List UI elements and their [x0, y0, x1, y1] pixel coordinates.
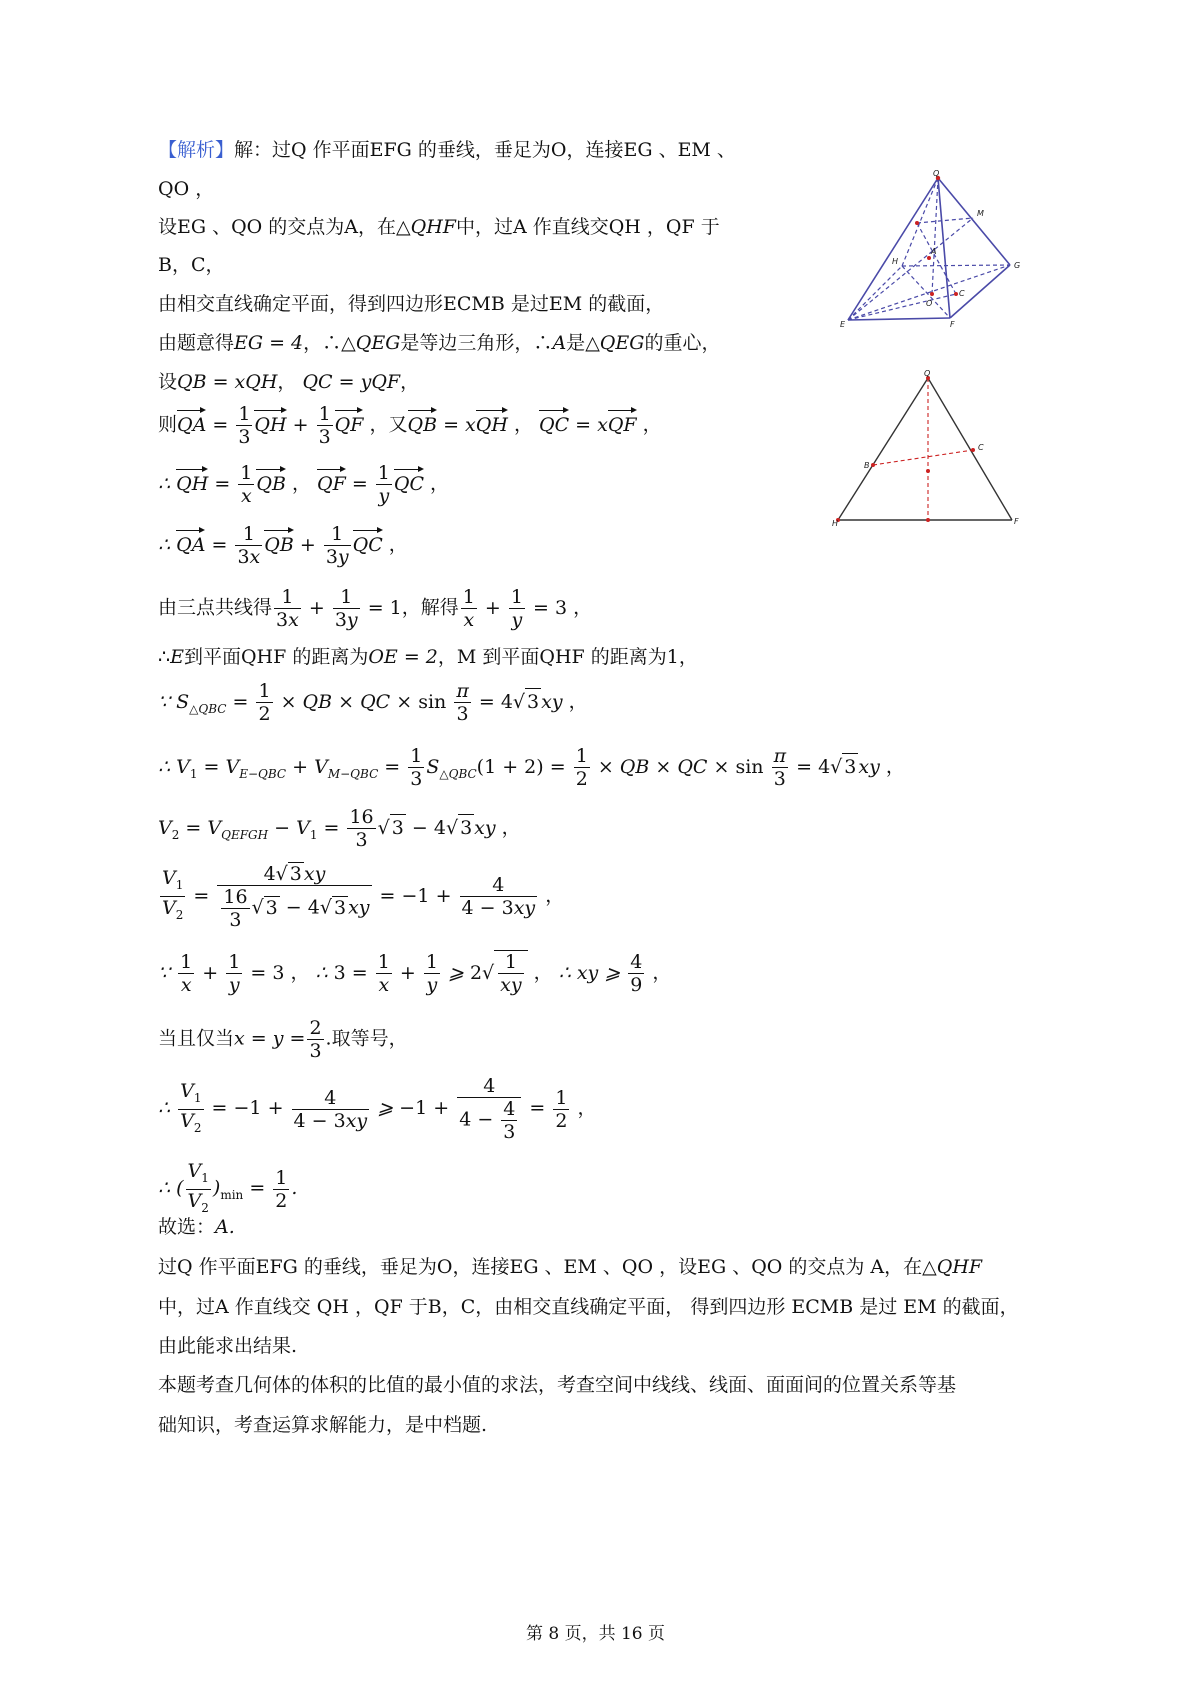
solution-line-4 — [158, 252, 225, 278]
page-footer: 第 8 页，共 16 页 — [525, 1624, 666, 1644]
summary-line-5 — [158, 1412, 487, 1438]
label-a: A — [931, 247, 937, 256]
equation-v1: ∴ $V_1 = V_{E-QBC} + V_{M-QBC}$ = $\frac{1}{3}$ $S_{\triangle QBC}(1 + 2)$ = $\frac{1}{2}$ × QB × QC × sin $\frac{\pi}{3}$ = 4√ 3 xy ， — [158, 745, 905, 790]
equation-qa-vector: 则QA = $\frac{1}{3}$ QH + $\frac{1}{3}$ QF ，又QB = xQH ， QC = xQF ， — [158, 403, 662, 448]
solution-line-1 — [158, 137, 736, 163]
solution-text: 解：过Q 作平面EFG 的垂线，垂足为O，连接EG 、EM 、 — [234, 139, 736, 161]
solution-text: 本题考查几何体的体积的比值的最小值的求法，考查空间中线线、线面、面面间的位置关系等基 — [158, 1374, 957, 1396]
label-m: M — [977, 209, 984, 218]
equation-v2: $V_2 = V_{QEFGH} - V_1$ = $\frac{16}{3}$ √ 3 − 4√ 3 xy ， — [158, 806, 521, 851]
label-h: H — [832, 519, 839, 528]
label-c: C — [959, 289, 965, 298]
label-b: B — [864, 461, 870, 470]
equation-am-gm: ∵ $\frac{1}{x}$ + $\frac{1}{y}$ = 3 ， ∴ 3 = $\frac{1}{x}$ + $\frac{1}{y}$ ⩾ 2√ $\frac{1}{xy}$ ， ∴ xy ⩾ $\frac{4}{9}$ ， — [158, 951, 672, 996]
answer-choice: A. — [215, 1216, 235, 1238]
solution-text: 到平面QHF 的距离为 — [183, 646, 369, 668]
math-xy: x = y = — [234, 1027, 306, 1050]
solution-text: 设 — [158, 371, 178, 393]
solution-text: ， — [277, 371, 297, 393]
label-h: H — [892, 257, 899, 266]
solution-text: 中，过A 作直线交 QH ，QF 于B，C，由相交直线确定平面， 得到四边形 ECMB 是过 EM 的截面， — [158, 1296, 1019, 1318]
solution-text: ， — [400, 371, 420, 393]
solution-text: 是等边三角形，∴ — [400, 332, 553, 354]
solution-line-3 — [158, 214, 720, 240]
solution-text: 中，过A 作直线交QH ，QF 于 — [455, 216, 720, 238]
equation-qa-xy: ∴ QA = $\frac{1}{3x}$ QB + $\frac{1}{3y}$ QC ， — [158, 523, 408, 568]
summary-line-2 — [158, 1294, 1019, 1320]
solution-text: 过Q 作平面EFG 的垂线，垂足为O，连接EG 、EM 、QO ，设EG 、QO 的交点为 A，在 — [158, 1256, 923, 1278]
solution-text: 又 — [388, 413, 408, 436]
label-q: Q — [933, 169, 940, 178]
answer-line — [158, 1214, 235, 1240]
math-triangle-qhf: △QHF — [922, 1256, 983, 1278]
equation-equality: 当且仅当x = y = $\frac{2}{3}$ .取等号， — [158, 1017, 408, 1062]
solution-text: ，M 到平面QHF 的距离为1， — [437, 646, 698, 668]
equation-min: ∴ ( $\frac{V_1}{V_2}$ )$_{min}$ = $\frac{1}{2}$ . — [158, 1160, 298, 1215]
solution-line-6 — [158, 330, 720, 356]
label-f: F — [950, 320, 955, 328]
label-g: G — [1014, 261, 1021, 270]
solution-line-5 — [158, 291, 664, 317]
equation-collinear: 由三点共线得 $\frac{1}{3x}$ + $\frac{1}{3y}$ = 1，解得 $\frac{1}{x}$ + $\frac{1}{y}$ = 3 ， — [158, 586, 593, 631]
solution-text: 由此能求出结果. — [158, 1335, 298, 1357]
solution-text: ，∴ — [303, 332, 342, 354]
solution-text: 则 — [158, 413, 178, 436]
solution-text: .取等号， — [325, 1027, 408, 1050]
label-q: Q — [924, 369, 931, 378]
solution-text: 的重心， — [644, 332, 721, 354]
solution-text: 当且仅当 — [158, 1027, 235, 1050]
solution-text: 设EG 、QO 的交点为A，在 — [158, 216, 397, 238]
summary-line-1 — [158, 1254, 982, 1280]
equation-qh-qf: ∴ QH = $\frac{1}{x}$ QB ， QF = $\frac{1}{y}$ QC ， — [158, 462, 450, 507]
solution-line-distance — [158, 644, 698, 670]
summary-line-3 — [158, 1333, 297, 1359]
solution-text: 由三点共线得 — [158, 596, 273, 619]
label-o: O — [926, 299, 933, 308]
solution-text: 是 — [566, 332, 586, 354]
math-e: E — [170, 646, 184, 668]
math-qc: QC = yQF — [302, 371, 401, 393]
math-qb: QB = xQH — [177, 371, 278, 393]
label-e: E — [840, 320, 846, 328]
label-c: C — [978, 443, 984, 452]
analysis-tag: 【解析】 — [158, 139, 235, 161]
label-f: F — [1014, 517, 1019, 526]
math-triangle-qhf: △QHF — [396, 216, 456, 238]
solution-line-7 — [158, 369, 419, 395]
solution-text: 故选： — [158, 1216, 216, 1238]
math-triangle-qeg: △QEG — [585, 332, 645, 354]
equation-ratio: $\frac{V_1}{V_2}$ = 4√ 3 xy $\frac{16}{3}$ √ 3 − 4√ 3 xy = −1 + $\frac{4}{4 - 3xy}$ ， — [162, 863, 565, 931]
solution-text: 础知识，考查运算求解能力，是中档题. — [158, 1414, 488, 1436]
equation-bound: ∴ $\frac{V_1}{V_2}$ = −1 + $\frac{4}{4 - 3xy}$ ⩾ −1 + 4 4 − $\frac{4}{3}$ = $\frac{1}{2}$ ， — [158, 1075, 597, 1143]
solution-text: B，C， — [158, 254, 225, 276]
solution-line-2 — [158, 176, 214, 202]
solution-text: 由相交直线确定平面，得到四边形ECMB 是过EM 的截面， — [158, 293, 665, 315]
solution-text: ∴ — [158, 646, 171, 668]
math-eg: EG = 4 — [234, 332, 304, 354]
summary-line-4 — [158, 1372, 956, 1398]
math-triangle-qeg: △QEG — [341, 332, 401, 354]
math-oe: OE = 2 — [368, 646, 438, 668]
solution-text: 由题意得 — [158, 332, 235, 354]
pyramid-figure — [838, 168, 1048, 328]
solution-text: ，解得 — [401, 596, 459, 619]
equation-area: ∵ $S_{\triangle QBC}$ = $\frac{1}{2}$ × QB × QC × sin $\frac{\pi}{3}$ = 4√ 3 xy ， — [158, 680, 588, 725]
triangle-figure — [830, 368, 1020, 528]
solution-text: QO ， — [158, 178, 215, 200]
math-a: A — [552, 332, 567, 354]
